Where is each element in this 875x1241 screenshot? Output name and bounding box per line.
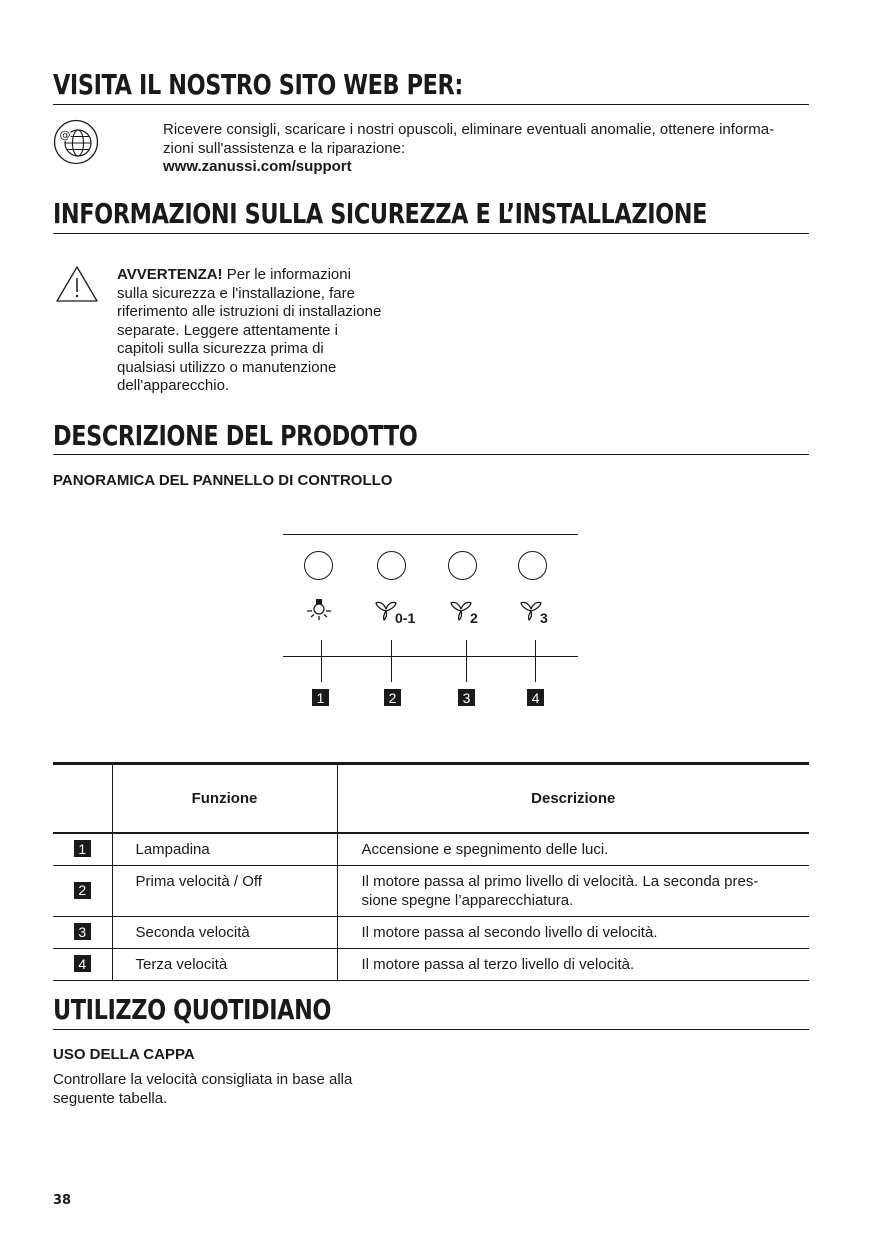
light-bulb-icon bbox=[305, 596, 333, 624]
panel-button-fan-0-1[interactable] bbox=[377, 551, 406, 580]
panel-leader-1 bbox=[321, 640, 322, 682]
table-row bbox=[53, 948, 809, 980]
panel-label-2: 2 bbox=[470, 610, 478, 626]
row-number: 1 bbox=[74, 840, 91, 857]
row-description: Accensione e spegnimento delle luci. bbox=[337, 833, 809, 866]
function-table bbox=[53, 762, 809, 981]
safety-heading: INFORMAZIONI SULLA SICUREZZA E L’INSTALLAZIONE bbox=[53, 197, 708, 230]
svg-text:@: @ bbox=[59, 128, 71, 142]
panel-button-light[interactable] bbox=[304, 551, 333, 580]
row-function: Terza velocità bbox=[112, 948, 337, 980]
row-description-line: Il motore passa al primo livello di velocità. La seconda pres- bbox=[361, 872, 759, 890]
globe-at-icon bbox=[53, 119, 99, 165]
website-heading: VISITA IL NOSTRO SITO WEB PER: bbox=[53, 68, 463, 101]
hood-use-text-line-1: Controllare la velocità consigliata in base alla bbox=[53, 1071, 353, 1088]
warning-label: AVVERTENZA! bbox=[117, 266, 223, 283]
panel-number-1: 1 bbox=[312, 689, 329, 706]
row-description: Il motore passa al secondo livello di velocità. bbox=[337, 916, 809, 948]
panel-number-3: 3 bbox=[458, 689, 475, 706]
panel-leader-2 bbox=[391, 640, 392, 682]
heading-rule bbox=[53, 1029, 809, 1030]
heading-rule bbox=[53, 454, 809, 455]
warning-body: Per le informazioni sulla sicurezza e l'installazione, fare riferimento alle istruzioni di installazione separate. Leggere attentamente i capitoli sulla sicurezza prima di qualsiasi utilizzo o manutenzione dell'apparecchio. bbox=[117, 266, 382, 394]
row-description: Il motore passa al terzo livello di velocità. bbox=[337, 948, 809, 980]
hood-use-subheading: USO DELLA CAPPA bbox=[53, 1046, 195, 1063]
control-panel-diagram bbox=[283, 534, 578, 714]
table-row bbox=[53, 916, 809, 948]
panel-label-3: 3 bbox=[540, 610, 548, 626]
row-description bbox=[337, 865, 809, 916]
row-number: 3 bbox=[74, 923, 91, 940]
panel-number-2: 2 bbox=[384, 689, 401, 706]
product-heading: DESCRIZIONE DEL PRODOTTO bbox=[53, 419, 418, 452]
panel-top-line bbox=[283, 534, 578, 535]
website-text bbox=[163, 121, 813, 177]
daily-use-heading: UTILIZZO QUOTIDIANO bbox=[53, 993, 332, 1026]
panel-number-4: 4 bbox=[527, 689, 544, 706]
panel-button-fan-2[interactable] bbox=[448, 551, 477, 580]
website-text-line-2: zioni sull'assistenza e la riparazione: bbox=[163, 139, 406, 157]
row-function: Prima velocità / Off bbox=[112, 865, 337, 916]
table-header-row bbox=[53, 764, 809, 833]
table-header-function: Funzione bbox=[112, 764, 337, 833]
row-number: 4 bbox=[74, 955, 91, 972]
row-function: Seconda velocità bbox=[112, 916, 337, 948]
table-header-number bbox=[53, 764, 112, 833]
page-number: 38 bbox=[53, 1193, 72, 1208]
warning-triangle-icon bbox=[55, 265, 99, 303]
panel-leader-4 bbox=[535, 640, 536, 682]
row-function: Lampadina bbox=[112, 833, 337, 866]
row-number: 2 bbox=[74, 882, 91, 899]
panel-subheading: PANORAMICA DEL PANNELLO DI CONTROLLO bbox=[53, 472, 393, 489]
table-row bbox=[53, 865, 809, 916]
website-text-line-1: Ricevere consigli, scaricare i nostri opuscoli, eliminare eventuali anomalie, ottenere informa- bbox=[163, 121, 775, 138]
table-header-description: Descrizione bbox=[337, 764, 809, 833]
heading-rule bbox=[53, 104, 809, 105]
hood-use-text-line-2: seguente tabella. bbox=[53, 1089, 168, 1107]
panel-bottom-line bbox=[283, 656, 578, 657]
support-url-link[interactable]: www.zanussi.com/support bbox=[163, 158, 352, 175]
heading-rule bbox=[53, 233, 809, 234]
safety-warning-text bbox=[117, 266, 383, 396]
row-description-line: sione spegne l’apparecchiatura. bbox=[361, 891, 574, 909]
hood-use-text bbox=[53, 1071, 393, 1108]
table-row bbox=[53, 833, 809, 866]
panel-leader-3 bbox=[466, 640, 467, 682]
panel-button-fan-3[interactable] bbox=[518, 551, 547, 580]
panel-label-0-1: 0-1 bbox=[395, 610, 416, 626]
